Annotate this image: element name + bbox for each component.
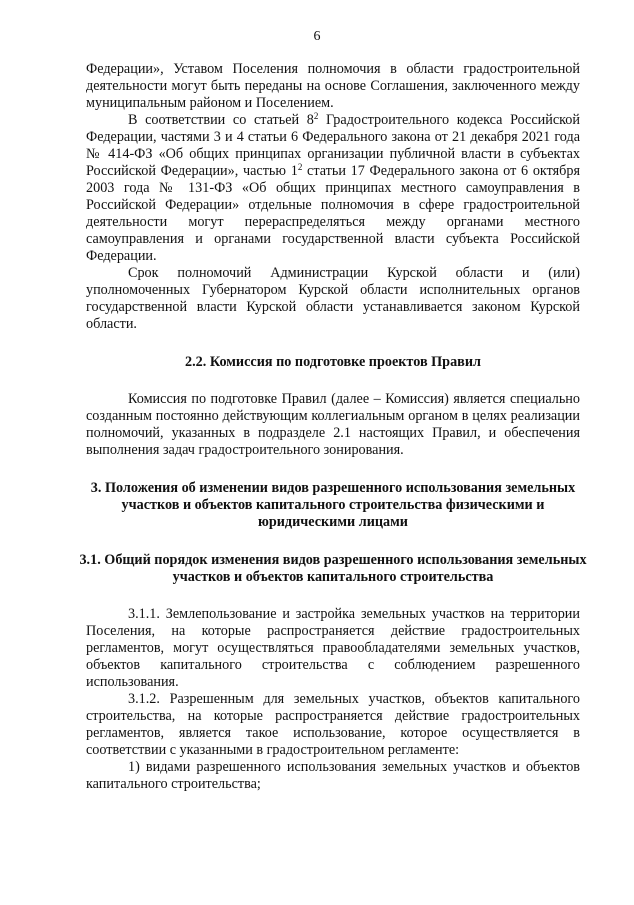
paragraph-term-of-powers: Срок полномочий Администрации Курской области и (или) уполномоченных Губернатором Курской области исполнительных органов государственной власти Курской области устанавливается законом Курской области. xyxy=(86,265,580,332)
superscript-article-number: 2 xyxy=(313,111,319,121)
section-heading-3-1: 3.1. Общий порядок изменения видов разрешенного использования земельных участков и объектов капитального строительства xyxy=(79,552,587,585)
superscript-part-number: 2 xyxy=(297,162,303,172)
page-number: 6 xyxy=(313,29,321,44)
section-heading-2-2: 2.2. Комиссия по подготовке проектов Правил xyxy=(185,354,481,370)
paragraph-3-1-2: 3.1.2. Разрешенным для земельных участков, объектов капитального строительства, на которые распространяется действие градостроительных регламентов, является такое использование, которое осуществляется в соответствии с указанными в градостроительном регламенте: xyxy=(86,691,580,758)
list-item-1: 1) видами разрешенного использования земельных участков и объектов капитального строительства; xyxy=(86,759,580,792)
paragraph-redistribution-of-powers: В соответствии со статьей $8^2$ Градостроительного кодекса Российской Федерации, частями 3 и 4 статьи 6 Федерального закона от 21 декабря 2021 года № 414-ФЗ «Об общих принципах организации публичной власти в субъектах Российской Федерации», частью $1^2$ статьи 17 Федерального закона от 6 октября 2003 года № 131-ФЗ «Об общих принципах местного самоуправления в Российской Федерации» отдельные полномочия в сфере градостроительной деятельности могут перераспределяться между органами местного самоуправления и органами государственной власти субъекта Российской Федерации. xyxy=(86,111,580,264)
document-body xyxy=(79,61,587,793)
paragraph-transfer-of-powers: Федерации», Уставом Поселения полномочия в области градостроительной деятельности могут быть переданы на основе Соглашения, заключенного между муниципальным районом и Поселением. xyxy=(86,61,580,111)
paragraph-3-1-1: 3.1.1. Землепользование и застройка земельных участков на территории Поселения, на которые распространяется действие градостроительных регламентов, могут осуществляться правообладателями земельных участков, объектов капитального строительства с соблюдением разрешенного использования. xyxy=(86,606,580,690)
paragraph-commission: Комиссия по подготовке Правил (далее – Комиссия) является специально созданным постоянно действующим коллегиальным органом в целях реализации полномочий, указанных в подразделе 2.1 настоящих Правил, и обеспечения выполнения задач градостроительного зонирования. xyxy=(86,391,580,458)
section-heading-3: 3. Положения об изменении видов разрешенного использования земельных участков и объектов капитального строительства физическими и юридическими лицами xyxy=(90,480,576,530)
